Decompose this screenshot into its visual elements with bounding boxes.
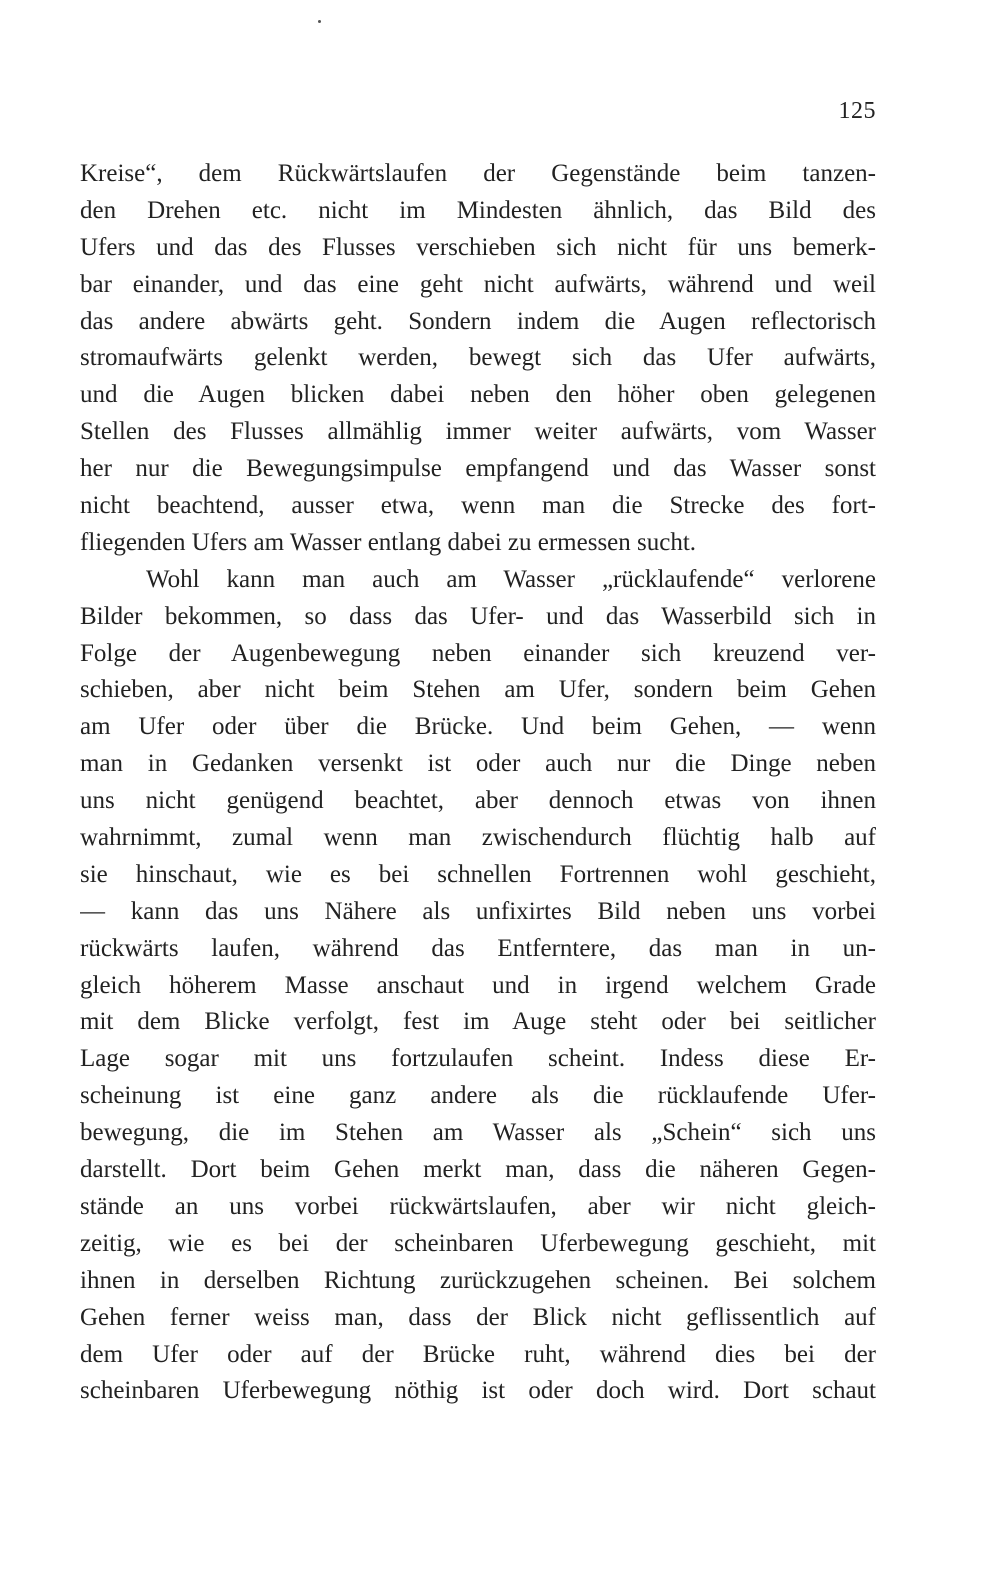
paper-speck <box>318 20 321 23</box>
text-line: Bilder bekommen, so dass das Ufer- und das Wasserbild sich in <box>80 602 876 630</box>
text-line: und die Augen blicken dabei neben den höher oben gelegenen <box>80 381 876 409</box>
text-line: nicht beachtend, ausser etwa, wenn man die Strecke des fort- <box>80 492 876 520</box>
text-line: mit dem Blicke verfolgt, fest im Auge steht oder bei seitlicher <box>80 1008 876 1036</box>
text-line: am Ufer oder über die Brücke. Und beim Gehen, — wenn <box>80 713 876 741</box>
text-line: darstellt. Dort beim Gehen merkt man, dass die näheren Gegen- <box>80 1156 876 1184</box>
text-line: wahrnimmt, zumal wenn man zwischendurch flüchtig halb auf <box>80 824 876 852</box>
text-line: Gehen ferner weiss man, dass der Blick nicht geflissentlich auf <box>80 1303 876 1331</box>
text-line: schieben, aber nicht beim Stehen am Ufer, sondern beim Gehen <box>80 676 876 704</box>
text-line: uns nicht genügend beachtet, aber dennoch etwas von ihnen <box>80 787 876 815</box>
text-line: Wohl kann man auch am Wasser „rücklaufende“ verlorene <box>146 565 876 593</box>
text-line: Kreise“, dem Rückwärtslaufen der Gegenstände beim tanzen- <box>80 160 876 187</box>
text-line: gleich höherem Masse anschaut und in irgend welchem Grade <box>80 971 876 999</box>
text-line: Stellen des Flusses allmählig immer weiter aufwärts, vom Wasser <box>80 418 876 446</box>
text-line: zeitig, wie es bei der scheinbaren Uferbewegung geschieht, mit <box>80 1229 876 1257</box>
text-line: Lage sogar mit uns fortzulaufen scheint. Indess diese Er- <box>80 1045 876 1073</box>
text-line: fliegenden Ufers am Wasser entlang dabei zu ermessen sucht. <box>80 528 697 556</box>
body-text <box>80 156 876 1410</box>
text-line: bar einander, und das eine geht nicht aufwärts, während und weil <box>80 270 876 298</box>
text-line: Folge der Augenbewegung neben einander sich kreuzend ver- <box>80 639 876 667</box>
text-line: rückwärts laufen, während das Entferntere, das man in un- <box>80 934 876 962</box>
text-line: — kann das uns Nähere als unfixirtes Bild neben uns vorbei <box>80 897 876 925</box>
text-line: Ufers und das des Flusses verschieben sich nicht für uns bemerk- <box>80 233 876 261</box>
text-line: her nur die Bewegungsimpulse empfangend und das Wasser sonst <box>80 455 876 483</box>
text-line: den Drehen etc. nicht im Mindesten ähnlich, das Bild des <box>80 196 876 224</box>
text-line: ihnen in derselben Richtung zurückzugehen scheinen. Bei solchem <box>80 1266 876 1294</box>
text-line: stromaufwärts gelenkt werden, bewegt sich das Ufer aufwärts, <box>80 344 876 372</box>
text-line: sie hinschaut, wie es bei schnellen Fortrennen wohl geschieht, <box>80 860 876 888</box>
text-line: bewegung, die im Stehen am Wasser als „Schein“ sich uns <box>80 1119 876 1147</box>
page-number: 125 <box>838 98 876 124</box>
text-line: dem Ufer oder auf der Brücke ruht, während dies bei der <box>80 1340 876 1368</box>
text-line: das andere abwärts geht. Sondern indem die Augen reflectorisch <box>80 307 876 335</box>
text-line: man in Gedanken versenkt ist oder auch nur die Dinge neben <box>80 750 876 778</box>
text-line: scheinbaren Uferbewegung nöthig ist oder doch wird. Dort schaut <box>80 1377 876 1405</box>
text-line: scheinung ist eine ganz andere als die rücklaufende Ufer- <box>80 1082 876 1110</box>
text-line: stände an uns vorbei rückwärtslaufen, aber wir nicht gleich- <box>80 1192 876 1220</box>
